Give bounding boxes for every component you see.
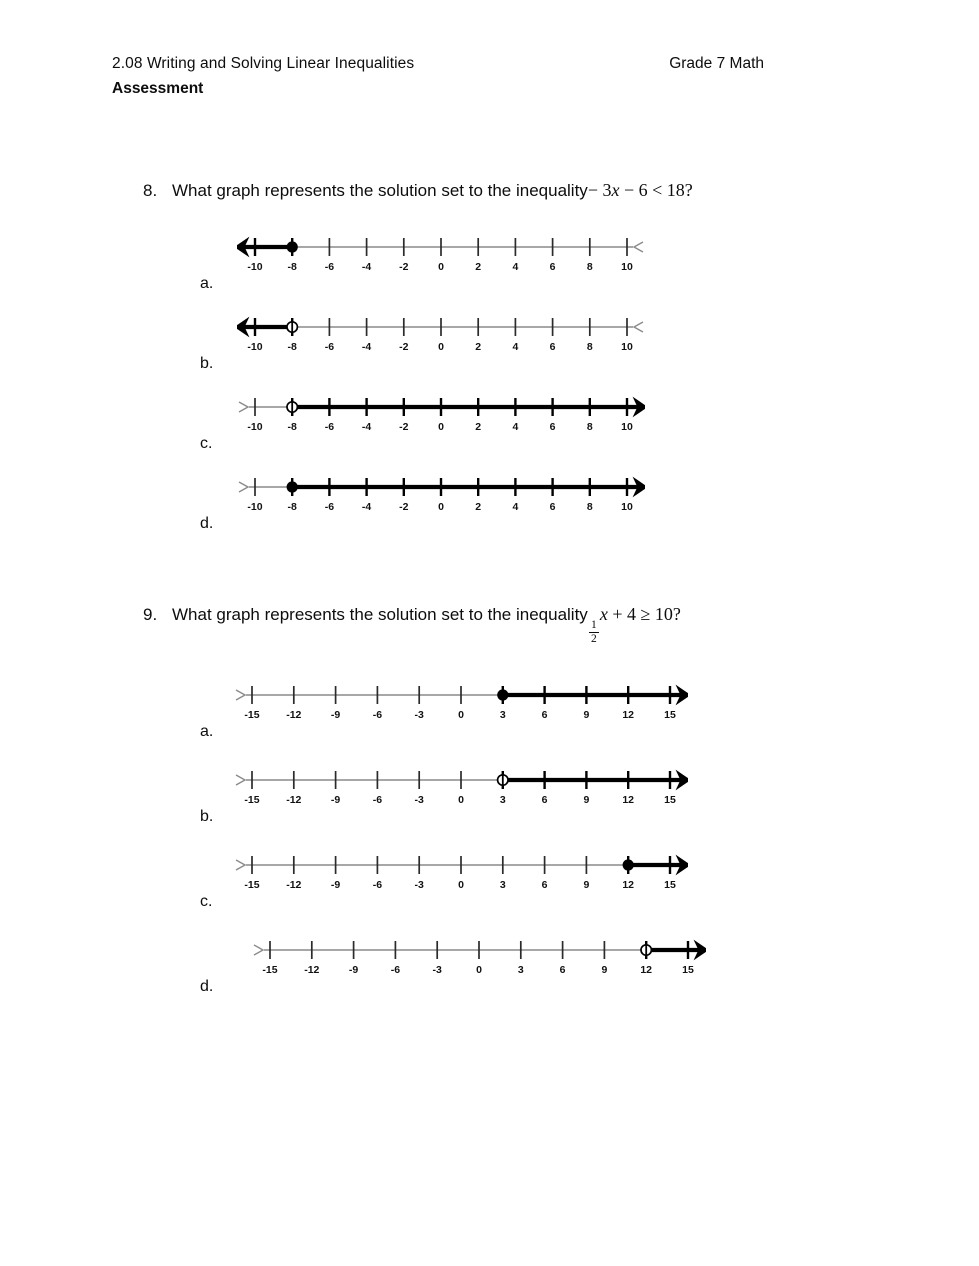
number-line[interactable]	[237, 393, 645, 433]
question-8-prompt: What graph represents the solution set to the inequality	[172, 181, 588, 200]
tick-label: -4	[361, 341, 372, 353]
tick-label: 2	[475, 341, 482, 353]
answer-option[interactable]	[143, 303, 933, 383]
tick-label: -6	[324, 501, 335, 513]
answer-option[interactable]	[143, 463, 933, 543]
number-line[interactable]	[234, 681, 688, 721]
tick-label: 0	[438, 261, 444, 273]
question-8	[143, 180, 933, 543]
tick-label: -8	[287, 421, 297, 433]
tick-label: -9	[330, 793, 341, 806]
number-line-graph	[237, 393, 645, 423]
tick-label: 12	[622, 878, 635, 891]
option-letter: d.	[200, 515, 214, 532]
tick-label: -10	[247, 421, 263, 433]
tick-label: 0	[438, 341, 444, 353]
fraction-denominator: 2	[590, 633, 597, 646]
tick-label: 0	[458, 708, 464, 721]
tick-label: -2	[399, 421, 409, 433]
tick-label: 6	[549, 261, 556, 273]
tick-label: 8	[586, 501, 593, 513]
number-line[interactable]	[234, 851, 688, 891]
thin-arrowhead	[236, 690, 245, 700]
tick-label: 15	[664, 878, 676, 891]
expr-variable: x	[599, 604, 608, 624]
header-row	[112, 55, 872, 73]
tick-label: 6	[549, 421, 556, 433]
tick-label: -15	[244, 708, 260, 721]
option-letter: c.	[200, 892, 213, 910]
tick-label: -6	[324, 341, 335, 353]
thin-arrowhead	[634, 242, 643, 252]
thin-arrowhead	[239, 482, 248, 492]
tick-label: -2	[399, 501, 409, 513]
expr-tail: − 6 < 18?	[619, 180, 693, 200]
tick-label: 15	[664, 793, 676, 806]
tick-label: 6	[549, 501, 556, 513]
number-line[interactable]	[234, 766, 688, 806]
tick-label: 15	[682, 963, 694, 976]
tick-label: -6	[324, 421, 335, 433]
question-9-stem	[143, 604, 933, 646]
tick-label: -6	[390, 963, 401, 976]
tick-label: 2	[475, 501, 482, 513]
tick-label: 4	[512, 341, 519, 353]
tick-label: 3	[499, 793, 506, 806]
tick-label: -6	[372, 708, 383, 721]
tick-label: 2	[475, 261, 482, 273]
number-line[interactable]	[237, 233, 645, 273]
tick-label: 10	[621, 261, 633, 273]
tick-label: -3	[432, 963, 442, 976]
answer-option[interactable]	[143, 223, 933, 303]
tick-label: -12	[304, 963, 320, 976]
option-letter: a.	[200, 722, 214, 740]
number-line-graph	[234, 766, 688, 796]
tick-label: 0	[476, 963, 482, 976]
fraction-numerator: 1	[590, 618, 597, 631]
option-letter: b.	[200, 355, 214, 372]
tick-label: -9	[330, 878, 341, 891]
tick-label: 9	[583, 878, 590, 891]
tick-label: 4	[512, 421, 519, 433]
answer-option[interactable]	[143, 756, 933, 841]
tick-label: -3	[414, 708, 424, 721]
tick-label: 10	[621, 421, 633, 433]
tick-label: 8	[586, 341, 593, 353]
number-line-graph	[234, 681, 688, 711]
tick-label: 4	[512, 501, 519, 513]
tick-label: -8	[287, 261, 297, 273]
tick-label: -3	[414, 793, 424, 806]
answer-option[interactable]	[143, 383, 933, 463]
tick-label: -10	[247, 341, 263, 353]
number-line-graph	[252, 936, 706, 966]
tick-label: 0	[438, 501, 444, 513]
number-line[interactable]	[237, 313, 645, 353]
number-line-graph	[237, 233, 645, 263]
thin-arrowhead	[239, 402, 248, 412]
option-letter: c.	[200, 435, 213, 452]
number-line-graph	[234, 851, 688, 881]
tick-label: 0	[458, 878, 464, 891]
tick-label: 9	[583, 708, 590, 721]
question-9-expression	[588, 604, 681, 646]
tick-label: 2	[475, 421, 482, 433]
answer-option[interactable]	[143, 841, 933, 926]
tick-label: -4	[361, 421, 372, 433]
tick-label: 12	[640, 963, 653, 976]
closed-endpoint-dot	[287, 481, 298, 492]
tick-label: -10	[247, 501, 263, 513]
tick-label: 4	[512, 261, 519, 273]
closed-endpoint-dot	[497, 689, 508, 700]
tick-label: 0	[438, 421, 444, 433]
option-letter: a.	[200, 275, 214, 292]
tick-label: -9	[330, 708, 341, 721]
tick-label: -8	[287, 501, 297, 513]
tick-label: 12	[622, 708, 635, 721]
question-8-number: 8.	[143, 181, 158, 200]
tick-label: 3	[517, 963, 524, 976]
tick-label: -12	[286, 708, 302, 721]
question-8-expression	[588, 180, 693, 201]
tick-label: 10	[621, 341, 633, 353]
page-header	[112, 55, 872, 98]
tick-label: 6	[541, 708, 548, 721]
tick-label: -15	[262, 963, 278, 976]
question-9-prompt: What graph represents the solution set to the inequality	[172, 605, 588, 624]
tick-label: 10	[621, 501, 633, 513]
tick-label: 9	[583, 793, 590, 806]
tick-label: -15	[244, 878, 260, 891]
number-line-graph	[237, 313, 645, 343]
tick-label: -3	[414, 878, 424, 891]
header-grade-label: Grade 7 Math	[669, 55, 764, 72]
tick-label: 6	[541, 878, 548, 891]
expr-variable: x	[611, 180, 620, 200]
expr-lead: − 3	[587, 180, 612, 200]
tick-label: -4	[361, 501, 372, 513]
question-9	[143, 604, 933, 1011]
option-letter: b.	[200, 807, 214, 825]
number-line-graph	[237, 473, 645, 503]
thin-arrowhead	[634, 322, 643, 332]
tick-label: -6	[324, 261, 335, 273]
fraction-one-half	[589, 620, 599, 646]
header-title: 2.08 Writing and Solving Linear Inequalities	[112, 55, 415, 72]
question-9-number: 9.	[143, 605, 158, 624]
header-subtitle: Assessment	[112, 80, 204, 97]
tick-label: -6	[372, 878, 383, 891]
number-line[interactable]	[237, 473, 645, 513]
tick-label: 12	[622, 793, 635, 806]
tick-label: -6	[372, 793, 383, 806]
tick-label: 9	[601, 963, 608, 976]
tick-label: 6	[559, 963, 566, 976]
answer-option[interactable]	[143, 926, 933, 1011]
tick-label: -8	[287, 341, 297, 353]
tick-label: -12	[286, 878, 302, 891]
tick-label: 6	[541, 793, 548, 806]
thin-arrowhead	[236, 775, 245, 785]
tick-label: 0	[458, 793, 464, 806]
tick-label: 3	[499, 708, 506, 721]
question-9-options	[143, 671, 933, 1011]
tick-label: 8	[586, 261, 593, 273]
tick-label: -2	[399, 261, 409, 273]
answer-option[interactable]	[143, 671, 933, 756]
tick-label: -9	[348, 963, 359, 976]
tick-label: -4	[361, 261, 372, 273]
tick-label: -12	[286, 793, 302, 806]
tick-label: -10	[247, 261, 263, 273]
thin-arrowhead	[254, 945, 263, 955]
tick-label: 3	[499, 878, 506, 891]
thin-arrowhead	[236, 860, 245, 870]
expr-tail: + 4 ≥ 10?	[607, 604, 681, 624]
tick-label: -15	[244, 793, 260, 806]
closed-endpoint-dot	[287, 241, 298, 252]
closed-endpoint-dot	[623, 859, 634, 870]
tick-label: 15	[664, 708, 676, 721]
tick-label: -2	[399, 341, 409, 353]
tick-label: 8	[586, 421, 593, 433]
tick-label: 6	[549, 341, 556, 353]
option-letter: d.	[200, 977, 214, 995]
question-8-options	[143, 223, 933, 543]
number-line[interactable]	[252, 936, 706, 976]
question-8-stem	[143, 180, 933, 201]
